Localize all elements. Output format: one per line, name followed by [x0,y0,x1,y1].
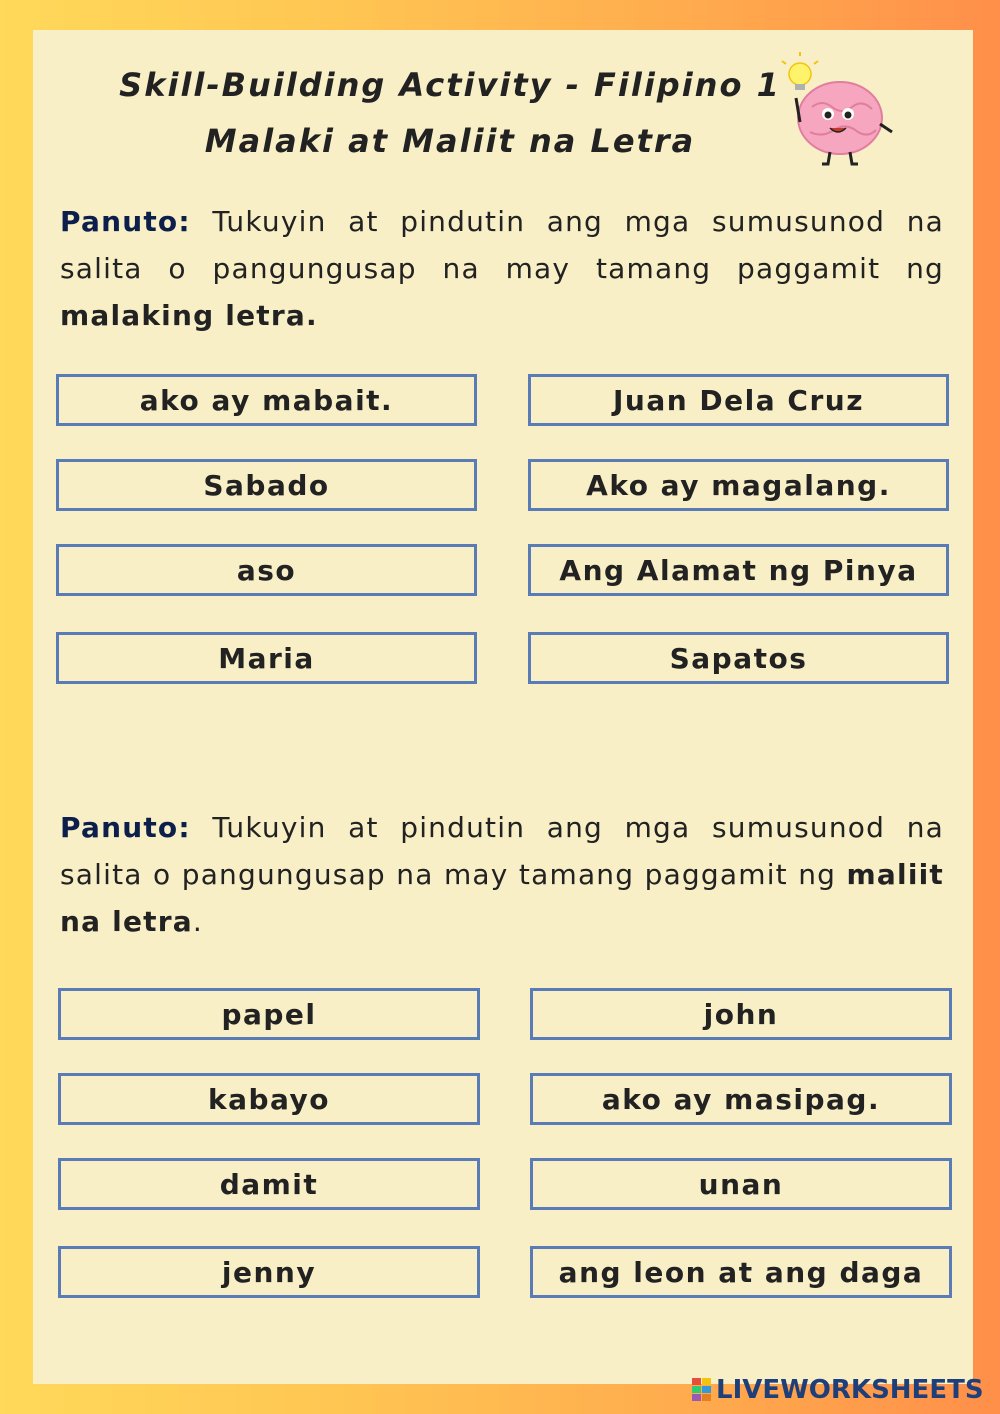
instructions-emphasis: malaking letra. [60,299,318,332]
choice-button[interactable]: Maria [56,632,477,684]
choice-button[interactable]: ang leon at ang daga [530,1246,952,1298]
instructions-text: Tukuyin at pindutin ang mga sumusunod na salita o pangungusap na may tamang paggamit ng [60,205,944,285]
instructions-label: Panuto: [60,205,191,238]
choice-button[interactable]: ako ay mabait. [56,374,477,426]
brand-name: LIVEWORKSHEETS [716,1375,984,1405]
instructions-emphasis: maliit na letra [60,858,944,938]
brain-lightbulb-icon [752,52,902,170]
instructions-uppercase [60,198,944,339]
choice-button[interactable]: papel [58,988,480,1040]
choice-button[interactable]: unan [530,1158,952,1210]
choice-button[interactable]: Ako ay magalang. [528,459,949,511]
choice-button[interactable]: damit [58,1158,480,1210]
choice-button[interactable]: Ang Alamat ng Pinya [528,544,949,596]
worksheet-subtitle: Malaki at Maliit na Letra [204,122,696,160]
choice-button[interactable]: john [530,988,952,1040]
footer-brand [692,1374,984,1406]
choice-button[interactable]: Sabado [56,459,477,511]
instructions-text: Tukuyin at pindutin ang mga sumusunod na salita o pangungusap na may tamang paggamit ng [60,811,944,891]
liveworksheets-logo-icon [692,1378,712,1402]
worksheet-title: Skill-Building Activity - Filipino 1 [119,66,781,104]
instructions-tail: . [192,905,203,938]
choice-button[interactable]: Sapatos [528,632,949,684]
choice-button[interactable]: jenny [58,1246,480,1298]
choice-button[interactable]: Juan Dela Cruz [528,374,949,426]
choice-button[interactable]: ako ay masipag. [530,1073,952,1125]
choice-button[interactable]: kabayo [58,1073,480,1125]
choice-button[interactable]: aso [56,544,477,596]
instructions-label: Panuto: [60,811,191,844]
instructions-lowercase [60,804,944,945]
